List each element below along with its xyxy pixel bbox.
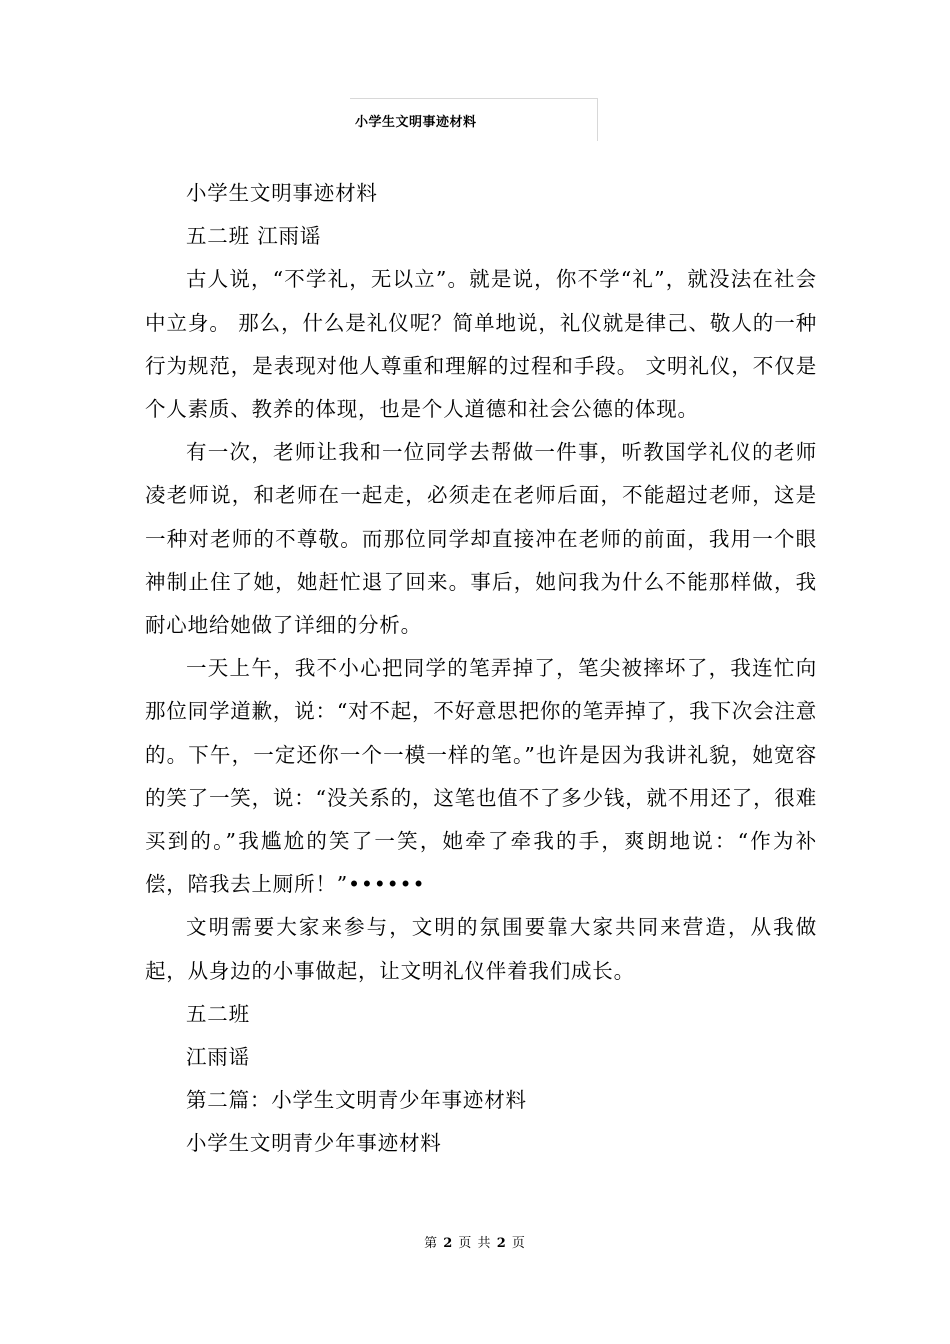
footer-middle: 页 共 [458,1236,492,1251]
page-header [350,98,598,141]
footer-prefix: 第 [424,1236,439,1251]
footer-current-page: 2 [443,1236,454,1251]
header-title: 小学生文明事迹材料 [355,115,477,130]
paragraph: 有一次，老师让我和一位同学去帮做一件事，听教国学礼仪的老师凌老师说，和老师在一起走，必须走在老师后面，不能超过老师，这是一种对老师的不尊敬。而那位同学却直接冲在老师的前面，我用一个眼神制止住了她，她赶忙退了回来。事后，她问我为什么不能那样做，我耐心地给她做了详细的分析。 [145,440,817,638]
paragraph-section-title: 小学生文明青少年事迹材料 [186,1131,442,1156]
paragraph-section-heading: 第二篇：小学生文明青少年事迹材料 [186,1088,527,1113]
document-body [145,172,817,1166]
page-footer [0,1232,950,1251]
paragraph-signature-class: 五二班 [186,1001,250,1026]
footer-suffix: 页 [511,1236,526,1251]
paragraph-title: 小学生文明事迹材料 [186,181,378,205]
paragraph-signature-name: 江雨谣 [186,1045,250,1070]
paragraph: 一天上午，我不小心把同学的笔弄掉了，笔尖被摔坏了，我连忙向那位同学道歉，说：“对不起，不好意思把你的笔弄掉了，我下次会注意的。下午，一定还你一个一模一样的笔。”也许是因为我讲礼貌，她宽容的笑了一笑，说：“没关系的，这笔也值不了多少钱，就不用还了，很难买到的。”我尴尬的笑了一笑，她牵了牵我的手，爽朗地说：“作为补偿，陪我去上厕所！”•••••• [145,656,817,897]
footer-total-pages: 2 [496,1236,507,1251]
paragraph: 古人说，“不学礼，无以立”。就是说，你不学“礼”，就没法在社会中立身。 那么，什么是礼仪呢？简单地说，礼仪就是律己、敬人的一种行为规范，是表现对他人尊重和理解的过程和手段。 文明礼仪，不仅是个人素质、教养的体现，也是个人道德和社会公德的体现。 [145,267,817,422]
paragraph-author: 五二班 江雨谣 [186,224,322,249]
paragraph: 文明需要大家来参与，文明的氛围要靠大家共同来营造，从我做起，从身边的小事做起，让文明礼仪伴着我们成长。 [145,915,817,983]
